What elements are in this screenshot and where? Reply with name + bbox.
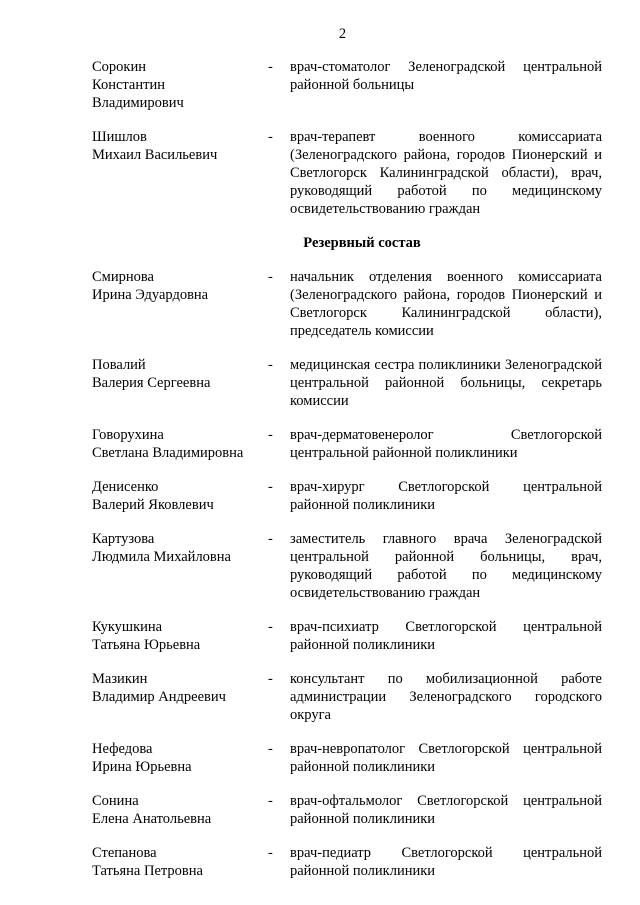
member-name xyxy=(92,58,268,112)
member-name xyxy=(92,792,268,828)
member-role: врач-психиатр Светлогорской центральной районной поликлиники xyxy=(290,619,602,653)
dash-separator: - xyxy=(268,59,273,75)
member-name-line: Константин xyxy=(92,77,165,93)
member-entry xyxy=(92,792,602,828)
member-name-line: Людмила Михайловна xyxy=(92,549,231,565)
dash-separator: - xyxy=(268,129,273,145)
dash-separator: - xyxy=(268,427,273,443)
member-role: заместитель главного врача Зеленоградской центральной районной больницы, врач, руководящий работой по медицинскому освидетельствованию граждан xyxy=(290,531,602,601)
member-name-line: Валерия Сергеевна xyxy=(92,375,211,391)
member-name-line: Ирина Эдуардовна xyxy=(92,287,209,303)
section-title-reserve: Резервный состав xyxy=(303,235,421,251)
member-entry xyxy=(92,356,602,410)
commission-member-list xyxy=(92,58,602,896)
member-role: врач-дерматовенеролог Светлогорской центральной районной поликлиники xyxy=(290,427,602,461)
member-role: консультант по мобилизационной работе администрации Зеленоградского городского округа xyxy=(290,671,602,723)
member-name-line: Мазикин xyxy=(92,671,148,687)
member-name-line: Сорокин xyxy=(92,59,146,75)
member-name-line: Елена Анатольевна xyxy=(92,811,212,827)
member-entry xyxy=(92,128,602,218)
member-name-line: Смирнова xyxy=(92,269,154,285)
member-name-line: Денисенко xyxy=(92,479,159,495)
member-role: врач-стоматолог Зеленоградской центральной районной больницы xyxy=(290,59,602,93)
dash-separator: - xyxy=(268,793,273,809)
member-name-line: Татьяна Петровна xyxy=(92,863,203,879)
member-name-line: Ирина Юрьевна xyxy=(92,759,192,775)
member-name-line: Повалий xyxy=(92,357,146,373)
member-name xyxy=(92,530,268,602)
member-name xyxy=(92,356,268,410)
member-name-line: Нефедова xyxy=(92,741,153,757)
member-name-line: Картузова xyxy=(92,531,155,547)
member-role: врач-хирург Светлогорской центральной районной поликлиники xyxy=(290,479,602,513)
dash-separator: - xyxy=(268,619,273,635)
dash-separator: - xyxy=(268,845,273,861)
member-name xyxy=(92,618,268,654)
member-name xyxy=(92,268,268,340)
dash-separator: - xyxy=(268,741,273,757)
member-role: врач-невропатолог Светлогорской центральной районной поликлиники xyxy=(290,741,602,775)
member-name-line: Шишлов xyxy=(92,129,147,145)
member-entry xyxy=(92,618,602,654)
member-name xyxy=(92,426,268,462)
member-entry xyxy=(92,426,602,462)
dash-separator: - xyxy=(268,269,273,285)
member-entry xyxy=(92,530,602,602)
member-role: врач-педиатр Светлогорской центральной районной поликлиники xyxy=(290,845,602,879)
dash-separator: - xyxy=(268,671,273,687)
member-name-line: Михаил Васильевич xyxy=(92,147,218,163)
member-name-line: Татьяна Юрьевна xyxy=(92,637,201,653)
member-name xyxy=(92,478,268,514)
member-name-line: Светлана Владимировна xyxy=(92,445,244,461)
member-name-line: Сонина xyxy=(92,793,139,809)
member-name xyxy=(92,670,268,724)
member-role: врач-терапевт военного комиссариата (Зеленоградского района, городов Пионерский и Светлогорск Калининградской области), врач, руководящий работой по медицинскому освидетельствованию граждан xyxy=(290,129,602,217)
member-name xyxy=(92,740,268,776)
member-entry xyxy=(92,58,602,112)
dash-separator: - xyxy=(268,357,273,373)
member-name-line: Говорухина xyxy=(92,427,164,443)
member-entry xyxy=(92,670,602,724)
member-name xyxy=(92,844,268,880)
page-number: 2 xyxy=(338,26,347,42)
member-entry xyxy=(92,844,602,880)
member-name xyxy=(92,128,268,218)
member-entry xyxy=(92,740,602,776)
member-entry xyxy=(92,478,602,514)
member-role: начальник отделения военного комиссариата (Зеленоградского района, городов Пионерский и Светлогорск Калининградской области), председатель комиссии xyxy=(290,269,602,339)
member-name-line: Кукушкина xyxy=(92,619,163,635)
member-name-line: Валерий Яковлевич xyxy=(92,497,214,513)
member-role: медицинская сестра поликлиники Зеленоградской центральной районной больницы, секретарь комиссии xyxy=(290,357,602,409)
member-name-line: Степанова xyxy=(92,845,157,861)
member-name-line: Владимир Андреевич xyxy=(92,689,226,705)
dash-separator: - xyxy=(268,479,273,495)
member-name-line: Владимирович xyxy=(92,95,184,111)
member-role: врач-офтальмолог Светлогорской центральной районной поликлиники xyxy=(290,793,602,827)
dash-separator: - xyxy=(268,531,273,547)
member-entry xyxy=(92,268,602,340)
